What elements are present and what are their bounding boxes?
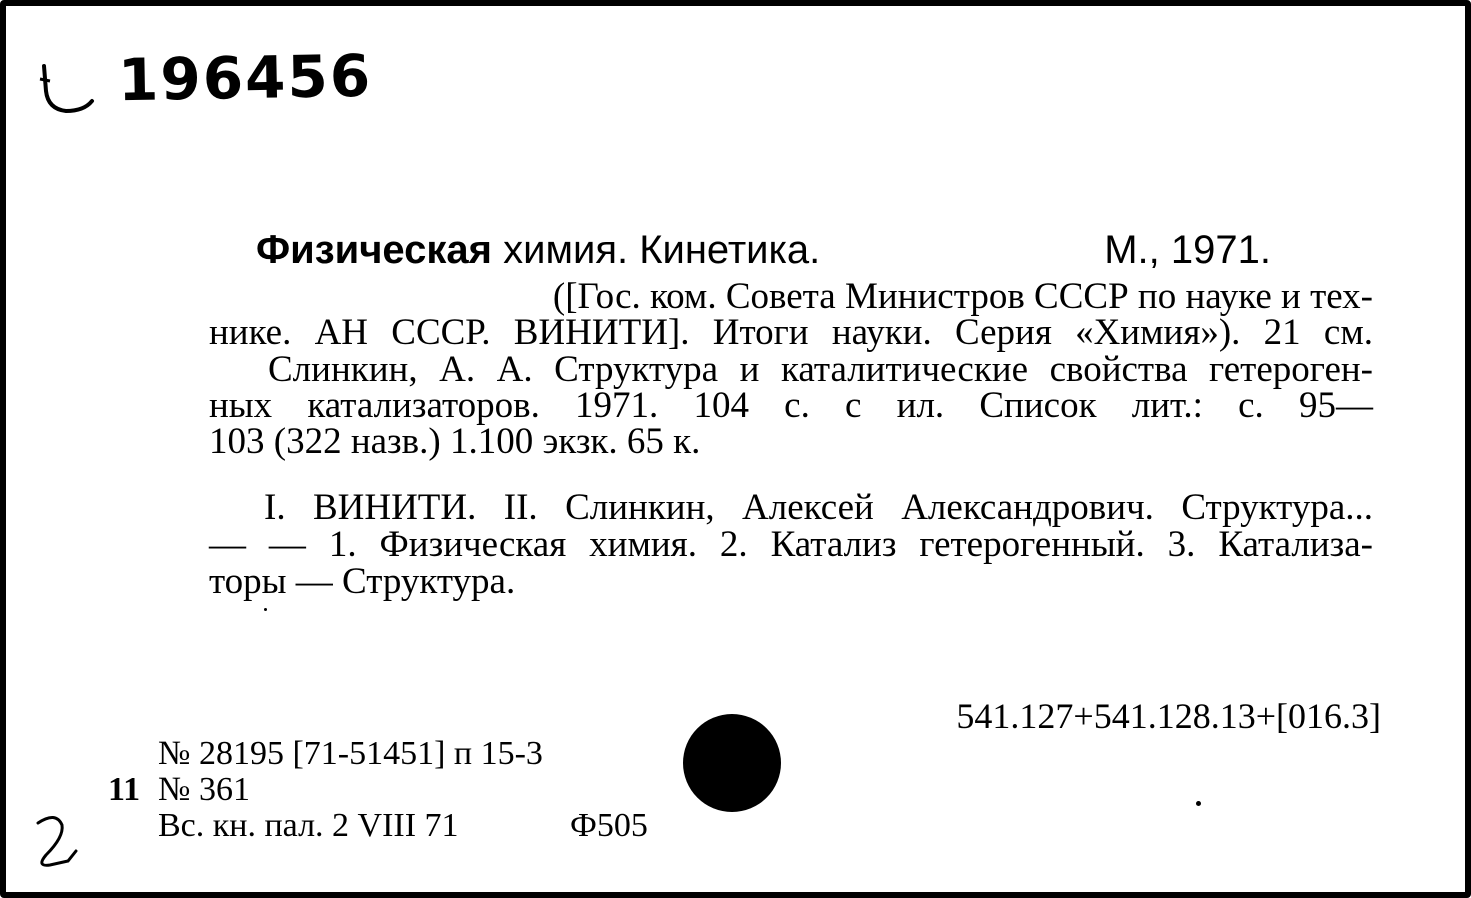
body-line-1: ([Гос. ком. Совета Министров СССР по науке и тех-: [552, 276, 1373, 317]
body-line-5: 103 (322 назв.) 1.100 экзк. 65 к.: [209, 421, 701, 462]
title-rest: химия. Кинетика.: [503, 228, 821, 272]
speck-dot: [1196, 801, 1201, 806]
body-line-2: нике. АН СССР. ВИНИТИ]. Итоги науки. Серия «Химия»). 21 см.: [209, 312, 1373, 353]
punch-hole: [683, 714, 781, 812]
speck-dot: [264, 608, 267, 611]
tracings-line-3: торы — Структура.: [209, 561, 516, 602]
handwritten-mark-icon: [36, 61, 96, 131]
title-bold: Физическая: [256, 228, 492, 272]
footer-line-3: Вс. кн. пал. 2 VIII 71: [158, 807, 459, 844]
place-year: М., 1971.: [1104, 228, 1271, 272]
handwritten-corner-mark-icon: [28, 811, 88, 881]
footer-line-1: № 28195 [71-51451] п 15-3: [158, 735, 543, 772]
handwritten-catalog-number: 196456: [117, 41, 373, 115]
footer-line-2: № 361: [158, 771, 250, 808]
udc-classification: 541.127+541.128.13+[016.3]: [956, 696, 1381, 736]
footer-line-3-code: Ф505: [570, 807, 648, 844]
footer-line-2-prefix: 11: [108, 771, 141, 808]
tracings-line-1: I. ВИНИТИ. II. Слинкин, Алексей Александрович. Структура...: [264, 487, 1373, 528]
tracings-line-2: — — 1. Физическая химия. 2. Катализ гетерогенный. 3. Катализа-: [209, 524, 1373, 565]
body-line-4: ных катализаторов. 1971. 104 с. с ил. Список лит.: с. 95—: [209, 385, 1373, 426]
title-line: [256, 228, 1271, 272]
body-line-3: Слинкин, А. А. Структура и каталитические свойства гетероген-: [268, 349, 1373, 390]
